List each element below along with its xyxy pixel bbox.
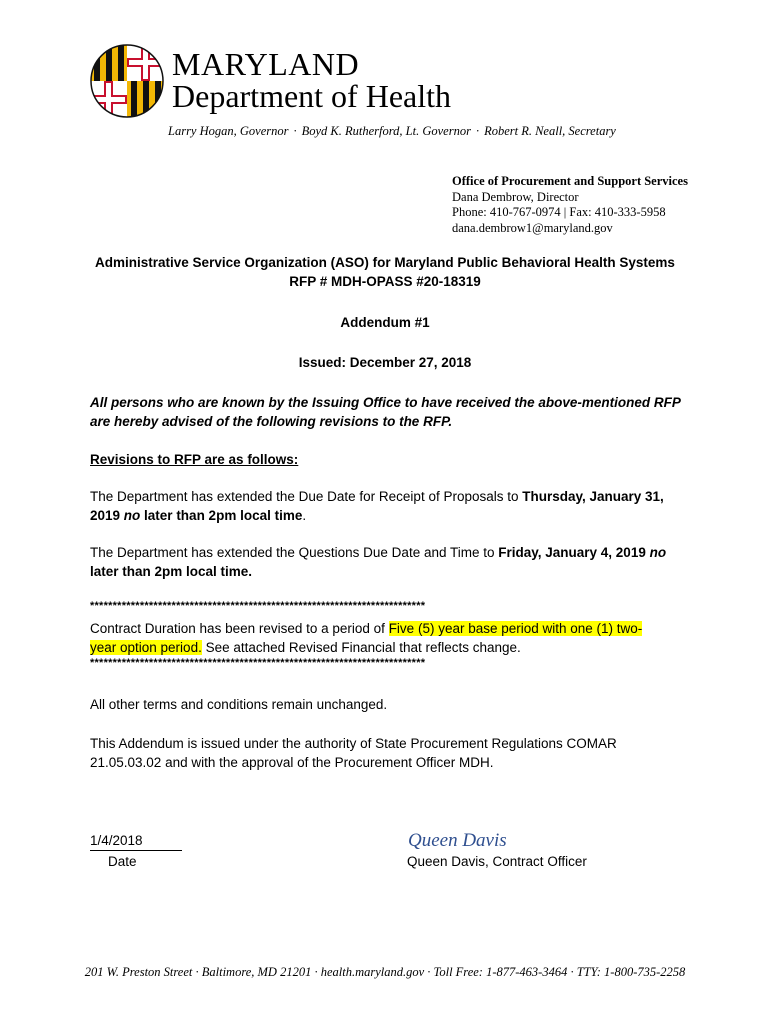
revision-contract-duration bbox=[90, 619, 690, 657]
revision3-text: Contract Duration has been revised to a period of bbox=[90, 621, 389, 636]
revision1-no: no bbox=[123, 508, 141, 523]
revision1-time: later than 2pm local time bbox=[140, 508, 303, 523]
notice-line2: are hereby advised of the following revisions to the RFP. bbox=[90, 414, 453, 429]
handwritten-signature: Queen Davis bbox=[408, 830, 507, 851]
separator-dot: · bbox=[475, 124, 480, 138]
revision-questions-due-date bbox=[90, 543, 690, 581]
officials-line bbox=[168, 124, 616, 139]
official-governor: Larry Hogan, Governor bbox=[168, 124, 289, 138]
separator-dot: · bbox=[293, 124, 297, 138]
revision1-year: 2019 bbox=[90, 508, 124, 523]
official-lt-governor: Boyd K. Rutherford, Lt. Governor bbox=[301, 124, 471, 138]
revision1-end: . bbox=[302, 508, 307, 523]
revision2-date: Friday, January 4, 2019 bbox=[498, 545, 650, 560]
office-name: Office of Procurement and Support Services bbox=[452, 174, 688, 188]
date-underline bbox=[90, 850, 182, 851]
revision1-text: The Department has extended the Due Date for Receipt of Proposals to bbox=[90, 489, 523, 504]
office-contact-block bbox=[452, 174, 688, 236]
revision3-highlight-1: Five (5) year base period with one (1) two- bbox=[388, 621, 643, 636]
authority-line2: 21.05.03.02 and with the approval of the Procurement Officer MDH. bbox=[90, 755, 494, 770]
notice-line1: All persons who are known by the Issuing Office to have received the above-mentioned RFP bbox=[90, 395, 681, 410]
addendum-number: Addendum #1 bbox=[340, 315, 430, 330]
rfp-title: Administrative Service Organization (ASO) for Maryland Public Behavioral Health Systems bbox=[95, 255, 675, 270]
office-director: Dana Dembrow, Director bbox=[452, 189, 579, 204]
issued-date: Issued: December 27, 2018 bbox=[298, 355, 472, 370]
terms-unchanged: All other terms and conditions remain unchanged. bbox=[90, 697, 388, 712]
authority-paragraph bbox=[90, 734, 690, 772]
revision2-time: later than 2pm local time. bbox=[90, 564, 253, 579]
authority-line1: This Addendum is issued under the authority of State Procurement Regulations COMAR bbox=[90, 736, 617, 751]
date-label: Date bbox=[108, 854, 137, 869]
revision3-highlight-2: year option period. bbox=[90, 640, 202, 655]
revision1-date: Thursday, January 31, bbox=[522, 489, 664, 504]
footer-address: 201 W. Preston Street · Baltimore, MD 21201 · health.maryland.gov · Toll Free: 1-877-463-3464 · TTY: 1-800-735-2258 bbox=[84, 965, 686, 979]
revision-proposal-due-date bbox=[90, 487, 690, 525]
office-email: dana.dembrow1@maryland.gov bbox=[452, 220, 613, 235]
revisions-heading: Revisions to RFP are as follows: bbox=[90, 452, 299, 467]
revision2-no: no bbox=[649, 545, 667, 560]
separator-stars-top: ************************************************************************** bbox=[90, 600, 426, 612]
official-secretary: Robert R. Neall, Secretary bbox=[484, 124, 616, 138]
notice-paragraph bbox=[90, 393, 690, 431]
maryland-flag-logo bbox=[90, 44, 164, 118]
signatory-name-title: Queen Davis, Contract Officer bbox=[407, 854, 587, 869]
separator-stars-bottom: ************************************************************************** bbox=[90, 657, 426, 669]
revision2-text: The Department has extended the Questions Due Date and Time to bbox=[90, 545, 499, 560]
revision3-suffix: See attached Revised Financial that reflects change. bbox=[201, 640, 521, 655]
org-name-line1: MARYLAND bbox=[172, 46, 360, 82]
rfp-number: RFP # MDH-OPASS #20-18319 bbox=[289, 274, 481, 289]
org-name-line2: Department of Health bbox=[172, 78, 451, 114]
office-phone-fax: Phone: 410-767-0974 | Fax: 410-333-5958 bbox=[452, 205, 666, 219]
signature-date: 1/4/2018 bbox=[90, 833, 143, 848]
